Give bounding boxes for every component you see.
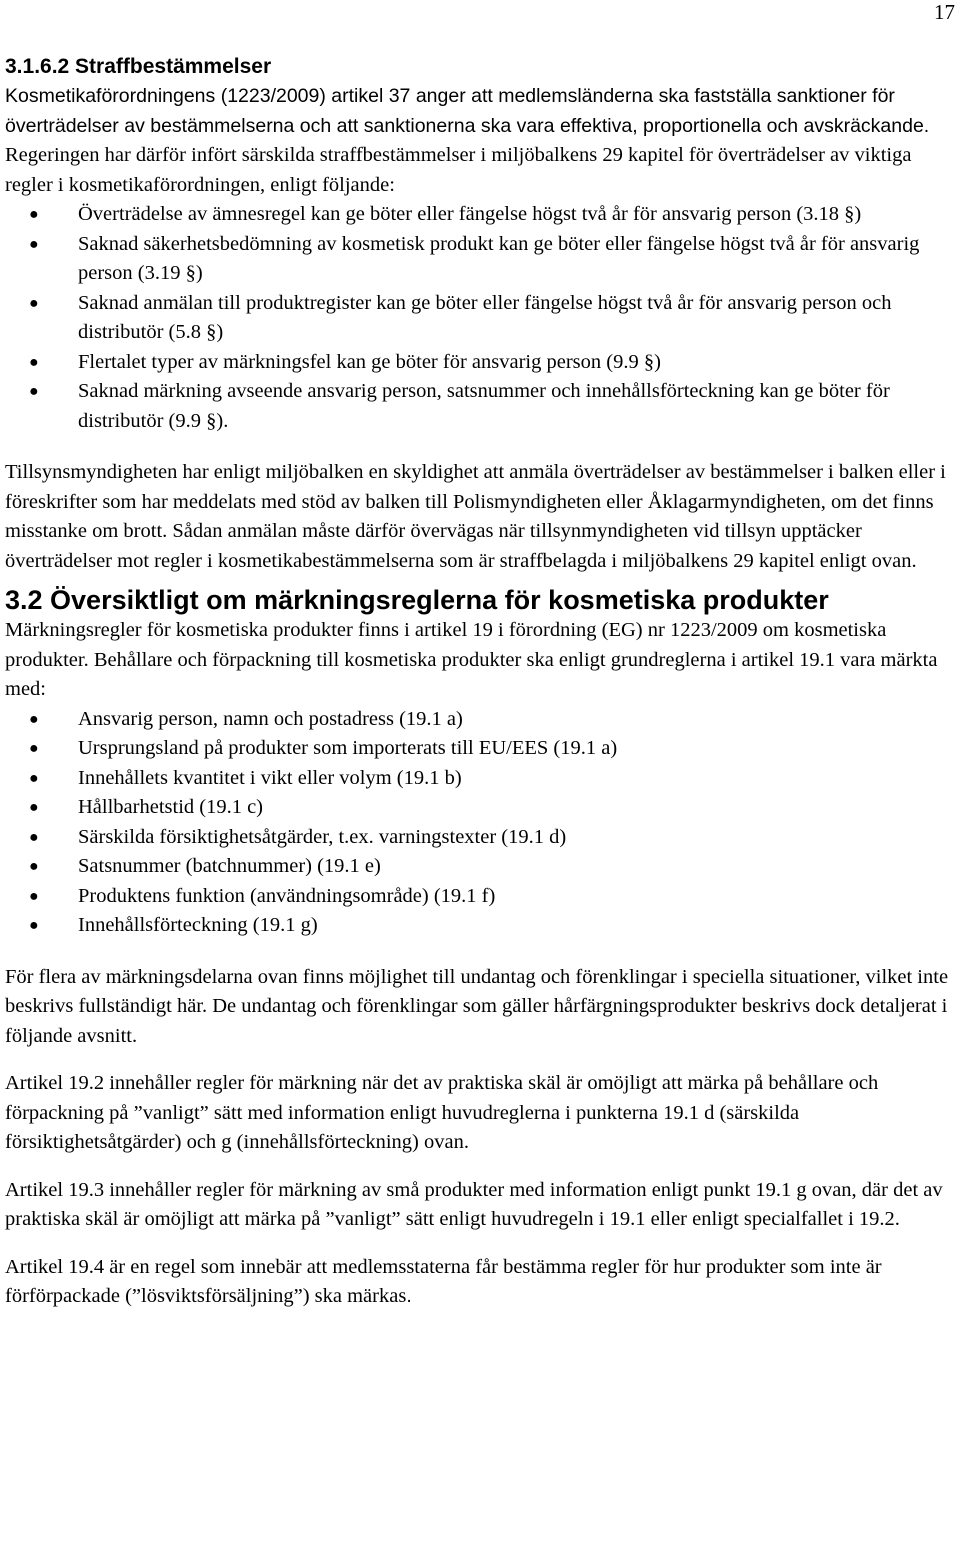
bullet-icon: ● (29, 917, 39, 934)
bullet-icon: ● (29, 828, 39, 846)
list-item: ● Produktens funktion (användningsområde) (19.1 f) (5, 882, 955, 912)
document-body (5, 52, 955, 1312)
penalty-list (5, 200, 955, 436)
bullet-icon: ● (29, 799, 39, 816)
list-item: ● Innehållsförteckning (19.1 g) (5, 911, 955, 941)
bullet-icon: ● (29, 235, 39, 253)
paragraph-exceptions: För flera av märkningsdelarna ovan finns möjlighet till undantag och förenklingar i speciella situationer, vilket inte beskrivs fullständigt här. De undantag och förenklingar som gäller hårfärgningsprodukter beskrivs dock detaljerat i följande avsnitt. (5, 965, 949, 1047)
paragraph-article-19-3: Artikel 19.3 innehåller regler för märkning av små produkter med information enligt punkt 19.1 g ovan, där det av praktiska skäl är omöjligt att märka på ”vanligt” sätt enligt huvudregeln i 19.1 eller enligt specialfallet i 19.2. (5, 1178, 943, 1230)
bullet-icon: ● (29, 353, 39, 371)
list-item: ● Ansvarig person, namn och postadress (19.1 a) (5, 705, 955, 735)
paragraph-sanctions-serif-part: Regeringen har därför infört särskilda straffbestämmelser i miljöbalkens 29 kapitel för överträdelser av viktiga regler i kosmetikaförordningen, enligt följande: (5, 144, 912, 196)
bullet-icon: ● (29, 383, 39, 400)
list-item: ● Flertalet typer av märkningsfel kan ge böter för ansvarig person (9.9 §) (5, 348, 955, 378)
page-number: 17 (934, 0, 955, 24)
list-item: ● Hållbarhetstid (19.1 c) (5, 793, 955, 823)
list-item: ● Saknad märkning avseende ansvarig person, satsnummer och innehållsförteckning kan ge böter för distributör (9.9 §). (5, 377, 955, 436)
list-item: ● Överträdelse av ämnesregel kan ge böter eller fängelse högst två år för ansvarig person (3.18 §) (5, 200, 955, 230)
section-heading-straffbestammelser: 3.1.6.2 Straffbestämmelser (5, 55, 272, 78)
bullet-icon: ● (29, 710, 39, 728)
paragraph-sanctions-sans-part: Kosmetikaförordningens (1223/2009) artikel 37 anger att medlemsländerna ska fastställa sanktioner för överträdelser av bestämmelserna och att sanktionerna ska vara effektiva, proportionella och avskräckande. (5, 85, 930, 137)
list-item: ● Saknad säkerhetsbedömning av kosmetisk produkt kan ge böter eller fängelse högst två år för ansvarig person (3.19 §) (5, 230, 955, 289)
bullet-icon: ● (29, 740, 39, 757)
paragraph-sanctions (5, 82, 955, 200)
paragraph-article-19-4: Artikel 19.4 är en regel som innebär att medlemsstaterna får bestämma regler för hur produkter som inte är förförpackade (”lösviktsförsäljning”) ska märkas. (5, 1255, 882, 1307)
list-item: ● Satsnummer (batchnummer) (19.1 e) (5, 852, 955, 882)
section-heading-labelling-overview: 3.2 Översiktligt om märkningsreglerna för kosmetiska produkter (5, 585, 829, 615)
paragraph-supervisory-authority: Tillsynsmyndigheten har enligt miljöbalken en skyldighet att anmäla överträdelser av bestämmelser i balken eller i föreskrifter som har meddelats med stöd av balken till Polismyndigheten eller Åklagarmyndigheten, om det finns misstanke om brott. Sådan anmälan måste därför övervägas när tillsynmyndigheten vid tillsyn upptäcker överträdelser mot regler i kosmetikabestämmelserna som är straffbelagda i miljöbalkens 29 kapitel enligt ovan. (5, 461, 946, 572)
bullet-icon: ● (29, 206, 39, 223)
bullet-icon: ● (29, 294, 39, 312)
bullet-icon: ● (29, 887, 39, 905)
paragraph-article-19-2: Artikel 19.2 innehåller regler för märkning när det av praktiska skäl är omöjligt att märka på behållare och förpackning på ”vanligt” sätt med information enligt huvudreglerna i punkterna 19.1 d (särskilda försiktighetsåtgärder) och g (innehållsförteckning) ovan. (5, 1072, 879, 1153)
list-item: ● Saknad anmälan till produktregister kan ge böter eller fängelse högst två år för ansvarig person och distributör (5.8 §) (5, 289, 955, 348)
labelling-requirements-list (5, 705, 955, 941)
list-item: ● Innehållets kvantitet i vikt eller volym (19.1 b) (5, 764, 955, 794)
bullet-icon: ● (29, 858, 39, 875)
list-item: ● Särskilda försiktighetsåtgärder, t.ex. varningstexter (19.1 d) (5, 823, 955, 853)
list-item: ● Ursprungsland på produkter som importerats till EU/EES (19.1 a) (5, 734, 955, 764)
bullet-icon: ● (29, 769, 39, 787)
paragraph-labelling-intro: Märkningsregler för kosmetiska produkter finns i artikel 19 i förordning (EG) nr 1223/2009 om kosmetiska produkter. Behållare och förpackning till kosmetiska produkter ska enligt grundreglerna i artikel 19.1 vara märkta med: (5, 619, 938, 700)
